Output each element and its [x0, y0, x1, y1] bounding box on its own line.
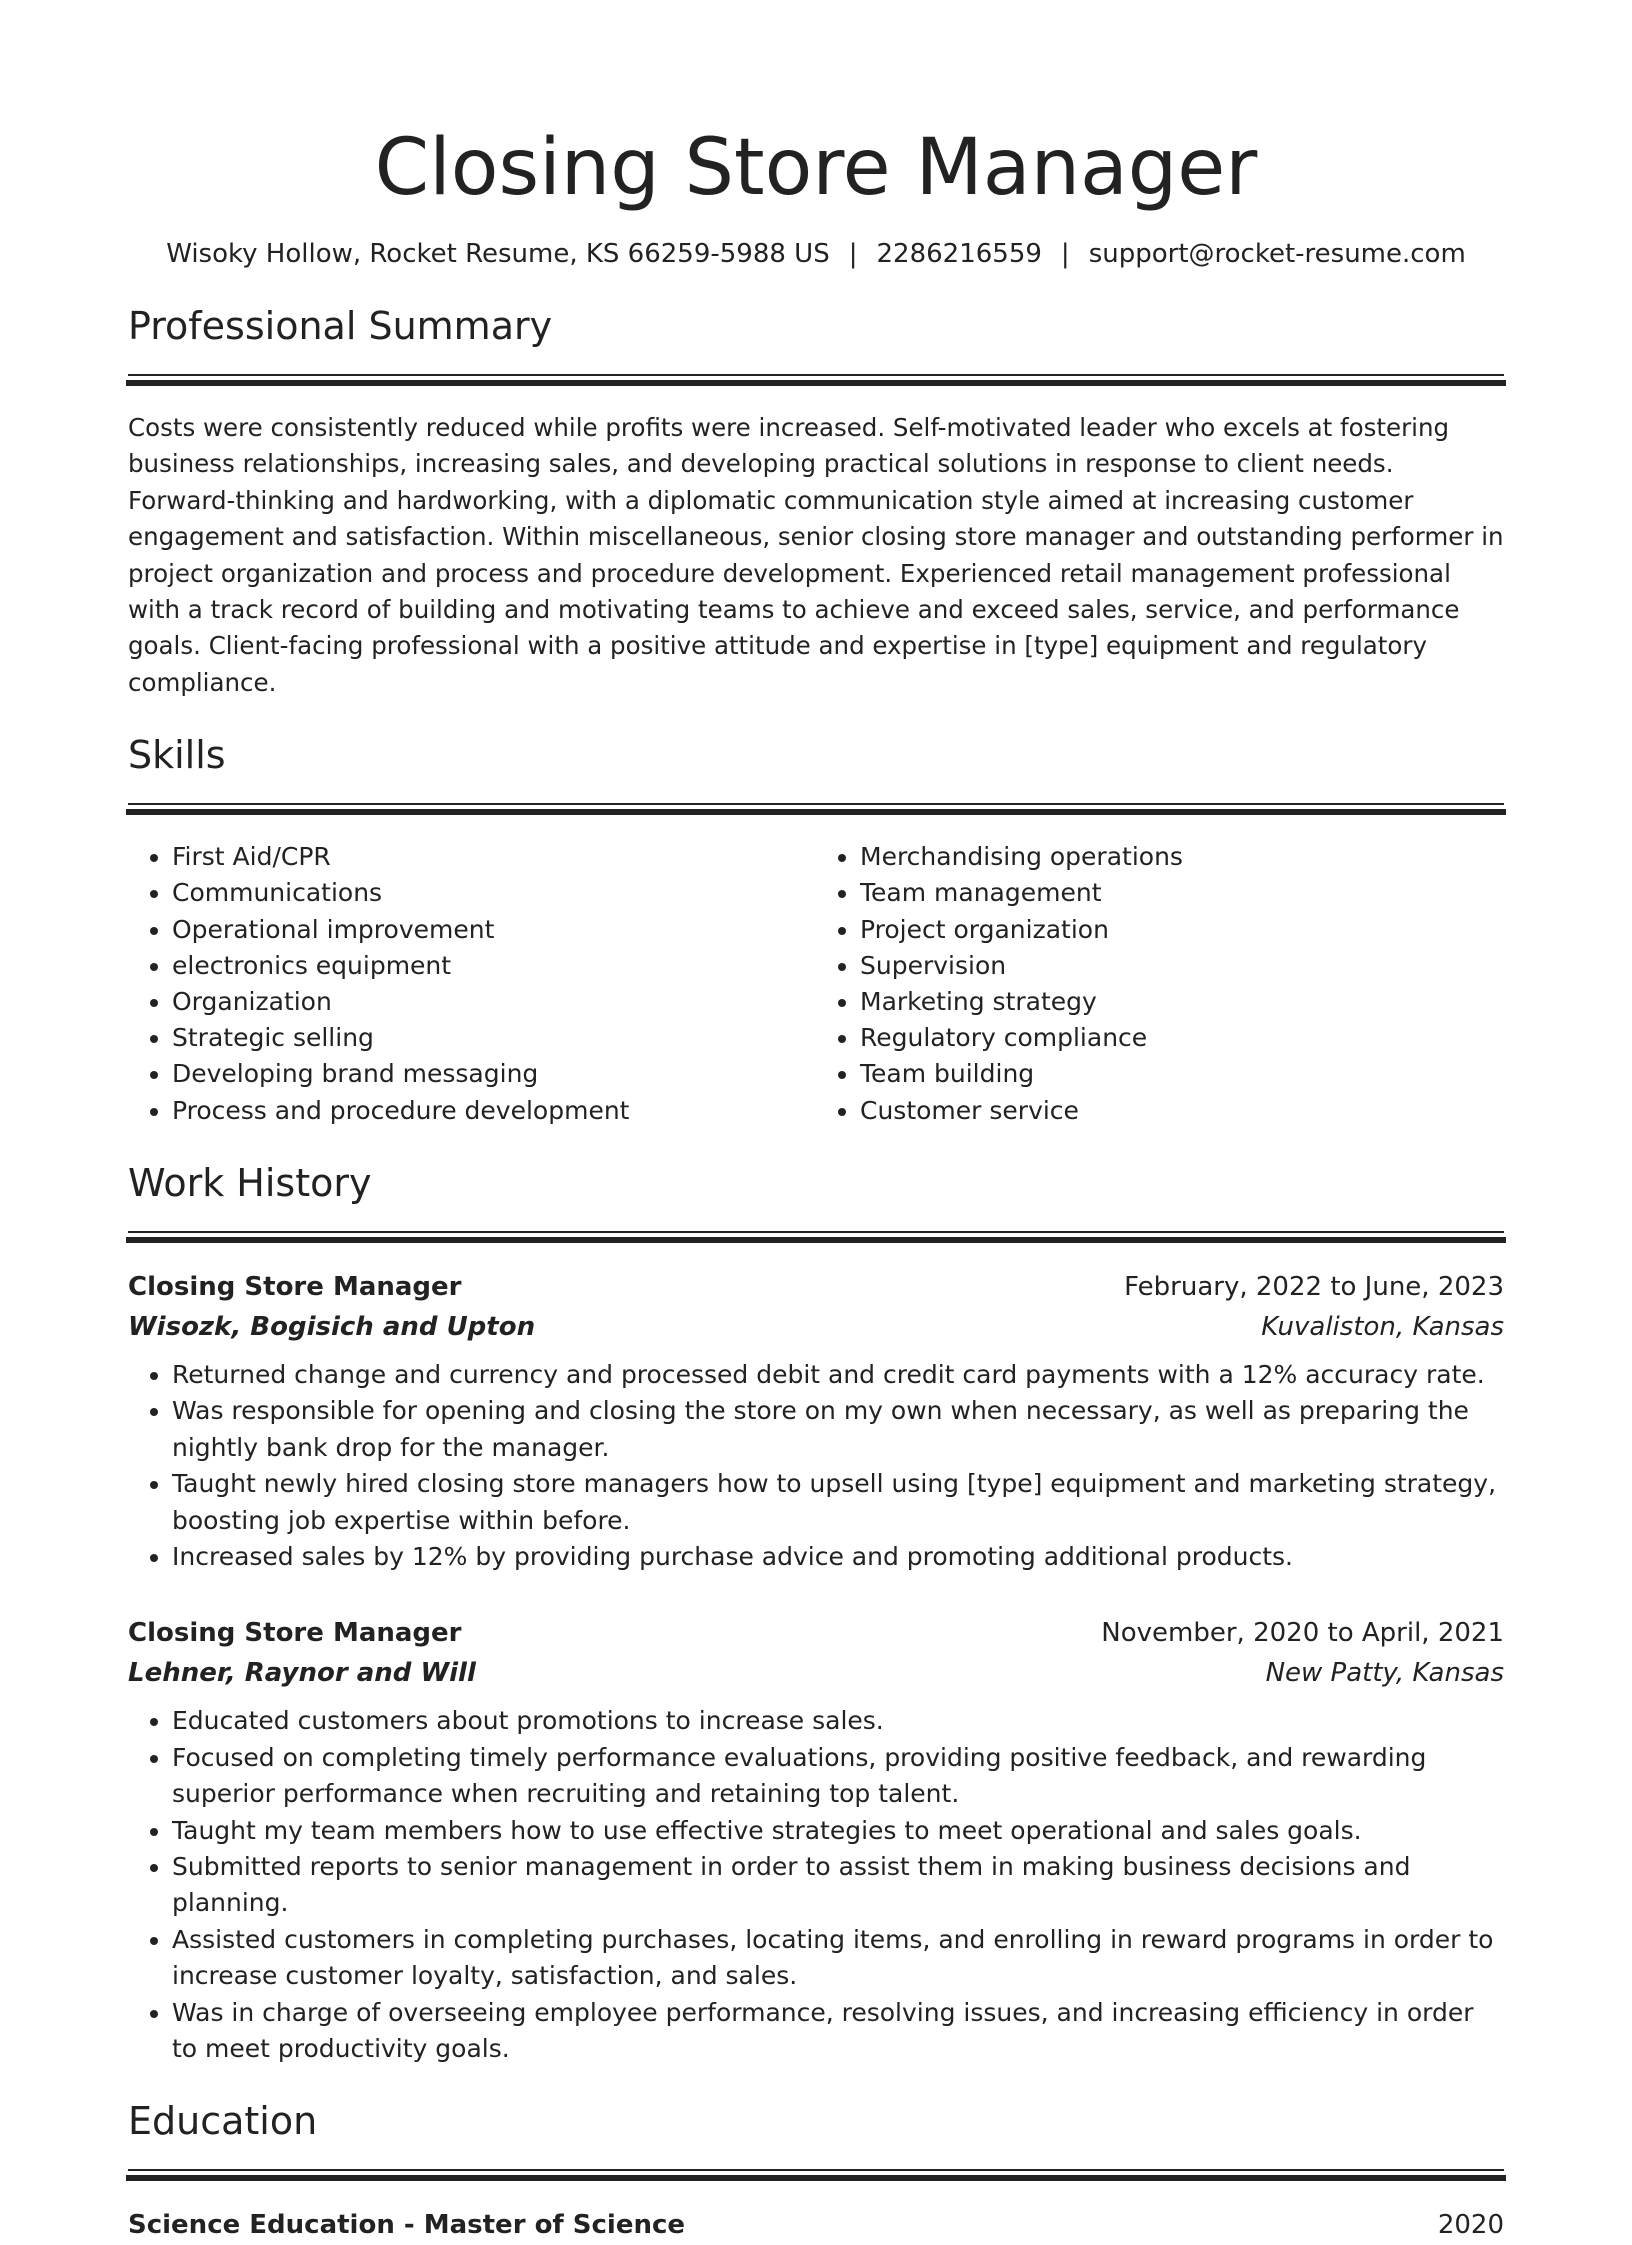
job-dates: February, 2022 to June, 2023	[1124, 1271, 1504, 1302]
job-bullet: • Submitted reports to senior management in order to assist them in making business decisions and planning.	[172, 1849, 1504, 1922]
job-bullet: • Increased sales by 12% by providing purchase advice and promoting additional products.	[172, 1539, 1504, 1575]
job-dates: November, 2020 to April, 2021	[1101, 1618, 1504, 1649]
resume-name: Closing Store Manager	[374, 123, 1258, 213]
skill-item: • Strategic selling	[172, 1020, 816, 1056]
skills-columns	[128, 839, 1504, 1129]
job-company: Lehner, Raynor and Will	[128, 1658, 476, 1689]
skill-item: • electronics equipment	[172, 948, 816, 984]
job-bullet: • Taught newly hired closing store managers how to upsell using [type] equipment and marketing strategy, boosting job expertise within before.	[172, 1466, 1504, 1539]
job-entry	[128, 1613, 1504, 2067]
contact-phone: 2286216559	[876, 239, 1042, 269]
contact-separator: |	[848, 239, 858, 269]
job-bullet: • Focused on completing timely performance evaluations, providing positive feedback, and rewarding superior performance when recruiting and retaining top talent.	[172, 1740, 1504, 1813]
section-divider	[128, 1231, 1504, 1233]
skill-item: • Process and procedure development	[172, 1093, 816, 1129]
job-bullet: • Taught my team members how to use effective strategies to meet operational and sales goals.	[172, 1813, 1504, 1849]
contact-separator: |	[1060, 239, 1070, 269]
job-bullet: • Was responsible for opening and closing the store on my own when necessary, as well as preparing the nightly bank drop for the manager.	[172, 1393, 1504, 1466]
education-row	[128, 2205, 1504, 2245]
skills-list-right	[816, 839, 1504, 1129]
section-title-work: Work History	[128, 1160, 372, 1205]
contact-email: support@rocket-resume.com	[1088, 239, 1466, 269]
job-bullets	[128, 1703, 1504, 2067]
job-company: Wisozk, Bogisich and Upton	[128, 1311, 536, 1342]
section-divider	[128, 803, 1504, 805]
education-section	[128, 2097, 1504, 2245]
job-bullet: • Educated customers about promotions to increase sales.	[172, 1703, 1504, 1739]
skill-item: • Merchandising operations	[860, 839, 1504, 875]
section-divider	[128, 374, 1504, 376]
section-title-summary: Professional Summary	[128, 304, 553, 348]
contact-line	[128, 236, 1504, 272]
job-bullet: • Returned change and currency and processed debit and credit card payments with a 12% accuracy rate.	[172, 1357, 1504, 1393]
section-title-skills: Skills	[128, 733, 226, 778]
skill-item: • Regulatory compliance	[860, 1020, 1504, 1056]
job-location: New Patty, Kansas	[1265, 1658, 1504, 1689]
summary-text: Costs were consistently reduced while profits were increased. Self-motivated leader who excels at fostering business relationships, increasing sales, and developing practical solutions in response to client needs. Forward-thinking and hardworking, with a diplomatic communication style aimed at increasing customer engagement and satisfaction. Within miscellaneous, senior closing store manager and outstanding performer in project organization and process and procedure development. Experienced retail management professional with a track record of building and motivating teams to achieve and exceed sales, service, and performance goals. Client-facing professional with a positive attitude and expertise in [type] equipment and regulatory compliance.	[128, 413, 1504, 697]
job-entry	[128, 1267, 1504, 1575]
skills-list-left	[128, 839, 816, 1129]
job-company-row	[128, 1653, 1504, 1693]
job-title: Closing Store Manager	[128, 1618, 462, 1649]
skill-item: • Project organization	[860, 912, 1504, 948]
job-title: Closing Store Manager	[128, 1271, 462, 1302]
skills-section	[128, 731, 1504, 1129]
skill-item: • Supervision	[860, 948, 1504, 984]
skill-item: • Organization	[172, 984, 816, 1020]
job-bullet: • Was in charge of overseeing employee performance, resolving issues, and increasing efficiency in order to meet productivity goals.	[172, 1995, 1504, 2068]
work-history-section	[128, 1159, 1504, 2068]
education-degree: Science Education - Master of Science	[128, 2210, 686, 2241]
skill-item: • Customer service	[860, 1093, 1504, 1129]
skill-item: • First Aid/CPR	[172, 839, 816, 875]
job-bullet: • Assisted customers in completing purchases, locating items, and enrolling in reward programs in order to increase customer loyalty, satisfaction, and sales.	[172, 1922, 1504, 1995]
section-title-education: Education	[128, 2099, 318, 2144]
job-location: Kuvaliston, Kansas	[1261, 1311, 1504, 1342]
section-divider	[128, 2169, 1504, 2171]
contact-address: Wisoky Hollow, Rocket Resume, KS 66259-5988 US	[166, 239, 830, 269]
professional-summary-section	[128, 302, 1504, 701]
job-header-row	[128, 1613, 1504, 1653]
skill-item: • Marketing strategy	[860, 984, 1504, 1020]
skill-item: • Team building	[860, 1056, 1504, 1092]
job-bullets	[128, 1357, 1504, 1575]
job-company-row	[128, 1307, 1504, 1347]
job-header-row	[128, 1267, 1504, 1307]
education-year: 2020	[1437, 2210, 1504, 2241]
skill-item: • Communications	[172, 875, 816, 911]
skill-item: • Developing brand messaging	[172, 1056, 816, 1092]
skill-item: • Team management	[860, 875, 1504, 911]
skill-item: • Operational improvement	[172, 912, 816, 948]
